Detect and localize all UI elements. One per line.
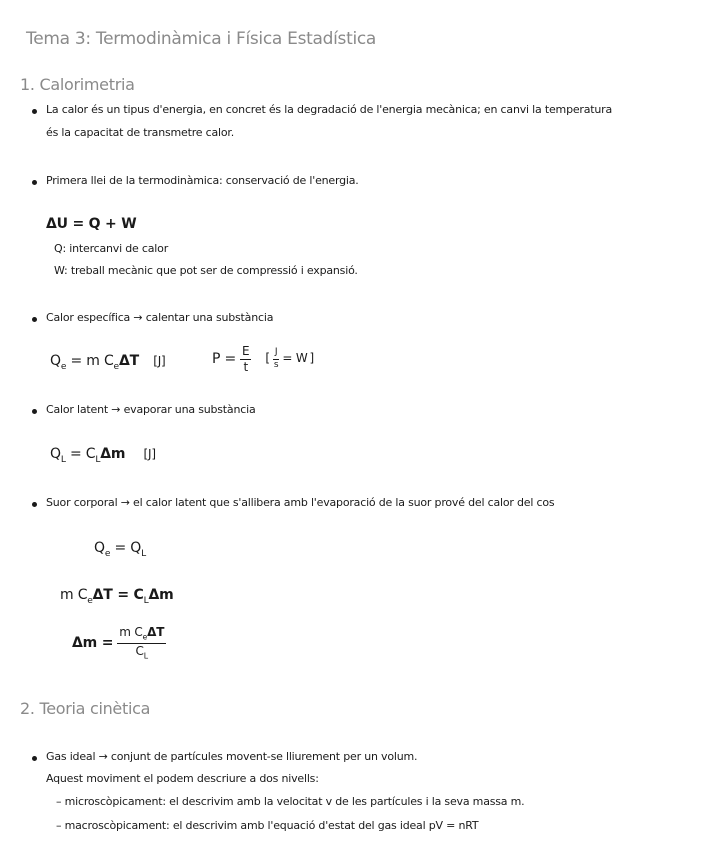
bullet-specific-heat: Calor específica → calentar una substància [46, 311, 274, 324]
power-unit: [ $\frac{J}{s}$ = W ] [265, 347, 315, 370]
latent-heat-equation: $Q_L = C_L\Delta m$ [J] [50, 446, 156, 465]
bullet-first-law: Primera llei de la termodinàmica: conservació de l'energia. [46, 174, 359, 187]
section-heading-kinetic-theory: 2. Teoria cinètica [20, 699, 151, 718]
sweat-equation-3: Δm = $\frac{m C_e\Delta T}{C_L}$ [72, 625, 165, 660]
bullet-body-sweat: Suor corporal → el calor latent que s'allibera amb l'evaporació de la suor prové del calor del cos [46, 496, 555, 509]
bullet-ideal-gas: Gas ideal → conjunt de partícules movent-se lliurement per un volum. [46, 750, 418, 763]
latent-heat-unit: [J] [143, 447, 156, 461]
first-law-q-description: Q: intercanvi de calor [54, 242, 169, 255]
section-heading-calorimetria: 1. Calorimetria [20, 75, 135, 94]
specific-heat-equation: $Q_e = m$ $C_e\Delta T$ [J] [50, 353, 166, 372]
first-law-w-description: W: treball mecànic que pot ser de compressió i expansió. [54, 264, 358, 277]
page-title: Tema 3: Termodinàmica i Física Estadística [26, 29, 377, 49]
bullet-heat-definition-cont: és la capacitat de transmetre calor. [46, 126, 235, 139]
sweat-equation-1: $Q_e = Q_L$ [94, 540, 146, 559]
power-equation: P = $\frac{E}{t}$ [ $\frac{J}{s}$ = W ] [212, 344, 315, 374]
bullet-latent-heat: Calor latent → evaporar una substància [46, 403, 256, 416]
first-law-equation: ΔU = Q + W [46, 216, 137, 232]
specific-heat-unit: [J] [153, 354, 166, 368]
bullet-heat-definition: La calor és un tipus d'energia, en concret és la degradació de l'energia mecànica; en canvi la temperatura [46, 103, 613, 116]
ideal-gas-levels: Aquest moviment el podem descriure a dos nivells: [46, 772, 319, 785]
ideal-gas-microscopic: – microscòpicament: el descrivim amb la velocitat v de les partícules i la seva massa m. [56, 795, 525, 808]
sweat-equation-2: m $C_e\Delta T = C_L\Delta m$ [60, 587, 174, 606]
ideal-gas-macroscopic: – macroscòpicament: el descrivim amb l'equació d'estat del gas ideal pV = nRT [56, 819, 479, 832]
